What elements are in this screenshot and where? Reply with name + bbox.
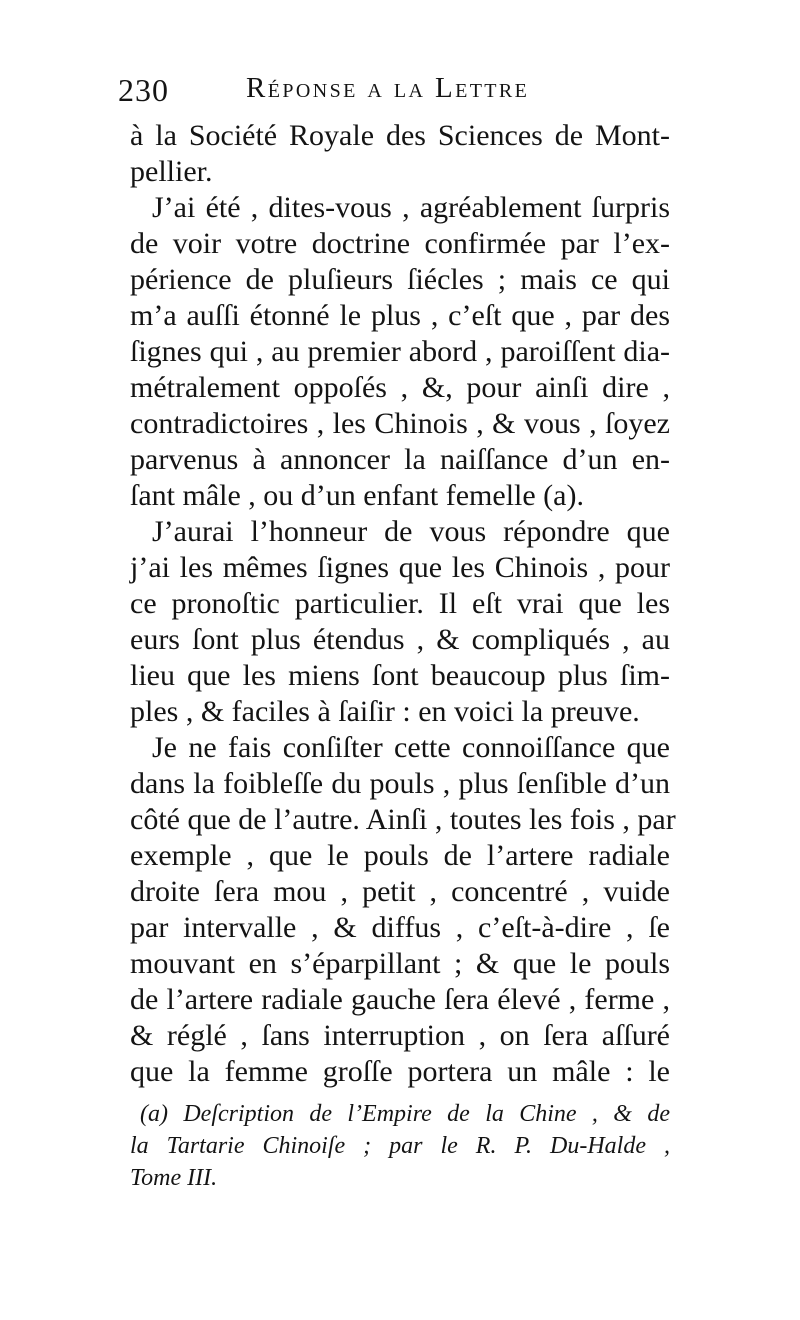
text-line: dans la foibleſſe du pouls , plus ſenſible d’un <box>130 767 670 800</box>
text-line: ples , & faciles à ſaiſir : en voici la preuve. <box>130 695 640 728</box>
running-head: Réponse a la Lettre <box>246 72 530 104</box>
text-line: ce pronoſtic particulier. Il eſt vrai que les <box>130 587 670 620</box>
text-line: périence de pluſieurs ſiécles ; mais ce qui <box>130 263 670 296</box>
page-number: 230 <box>118 72 169 108</box>
text-line: ſant mâle , ou d’un enfant femelle (a). <box>130 479 584 512</box>
text-line: m’a auſſi étonné le plus , c’eſt que , par des <box>130 299 670 332</box>
text-line: lieu que les miens ſont beaucoup plus ſim- <box>130 659 670 692</box>
text-line: Je ne fais conſiſter cette connoiſſance que <box>152 731 670 764</box>
text-line: J’ai été , dites-vous , agréablement ſurpris <box>152 191 670 224</box>
text-line: par intervalle , & diffus , c’eſt-à-dire , ſe <box>130 911 670 944</box>
text-line: j’ai les mêmes ſignes que les Chinois , pour <box>130 551 670 584</box>
text-line: ſignes qui , au premier abord , paroiſſent dia- <box>130 335 670 368</box>
text-line: de l’artere radiale gauche ſera élevé , ferme , <box>130 983 670 1016</box>
text-line: J’aurai l’honneur de vous répondre que <box>152 515 670 548</box>
text-line: de voir votre doctrine confirmée par l’ex- <box>130 227 670 260</box>
text-line: parvenus à annoncer la naiſſance d’un en- <box>130 443 670 476</box>
text-line: & réglé , ſans interruption , on ſera aſſuré <box>130 1019 670 1052</box>
text-line: métralement oppoſés , &, pour ainſi dire , <box>130 371 670 404</box>
footnote-line: (a) Deſcription de l’Empire de la Chine , & de <box>140 1101 670 1127</box>
footnote-line: Tome III. <box>130 1165 218 1191</box>
text-line: à la Société Royale des Sciences de Mont- <box>130 119 670 152</box>
text-line: eurs ſont plus étendus , & compliqués , au <box>130 623 670 656</box>
text-line: côté que de l’autre. Ainſi , toutes les fois , par <box>130 803 676 836</box>
text-line: que la femme groſſe portera un mâle : le <box>130 1055 670 1088</box>
text-line: contradictoires , les Chinois , & vous , ſoyez <box>130 407 670 440</box>
text-line: exemple , que le pouls de l’artere radiale <box>130 839 670 872</box>
text-line: droite ſera mou , petit , concentré , vuide <box>130 875 670 908</box>
text-line: pellier. <box>130 155 213 188</box>
text-line: mouvant en s’éparpillant ; & que le pouls <box>130 947 670 980</box>
page-header <box>118 72 678 112</box>
footnote-line: la Tartarie Chinoiſe ; par le R. P. Du-Halde , <box>130 1133 670 1159</box>
